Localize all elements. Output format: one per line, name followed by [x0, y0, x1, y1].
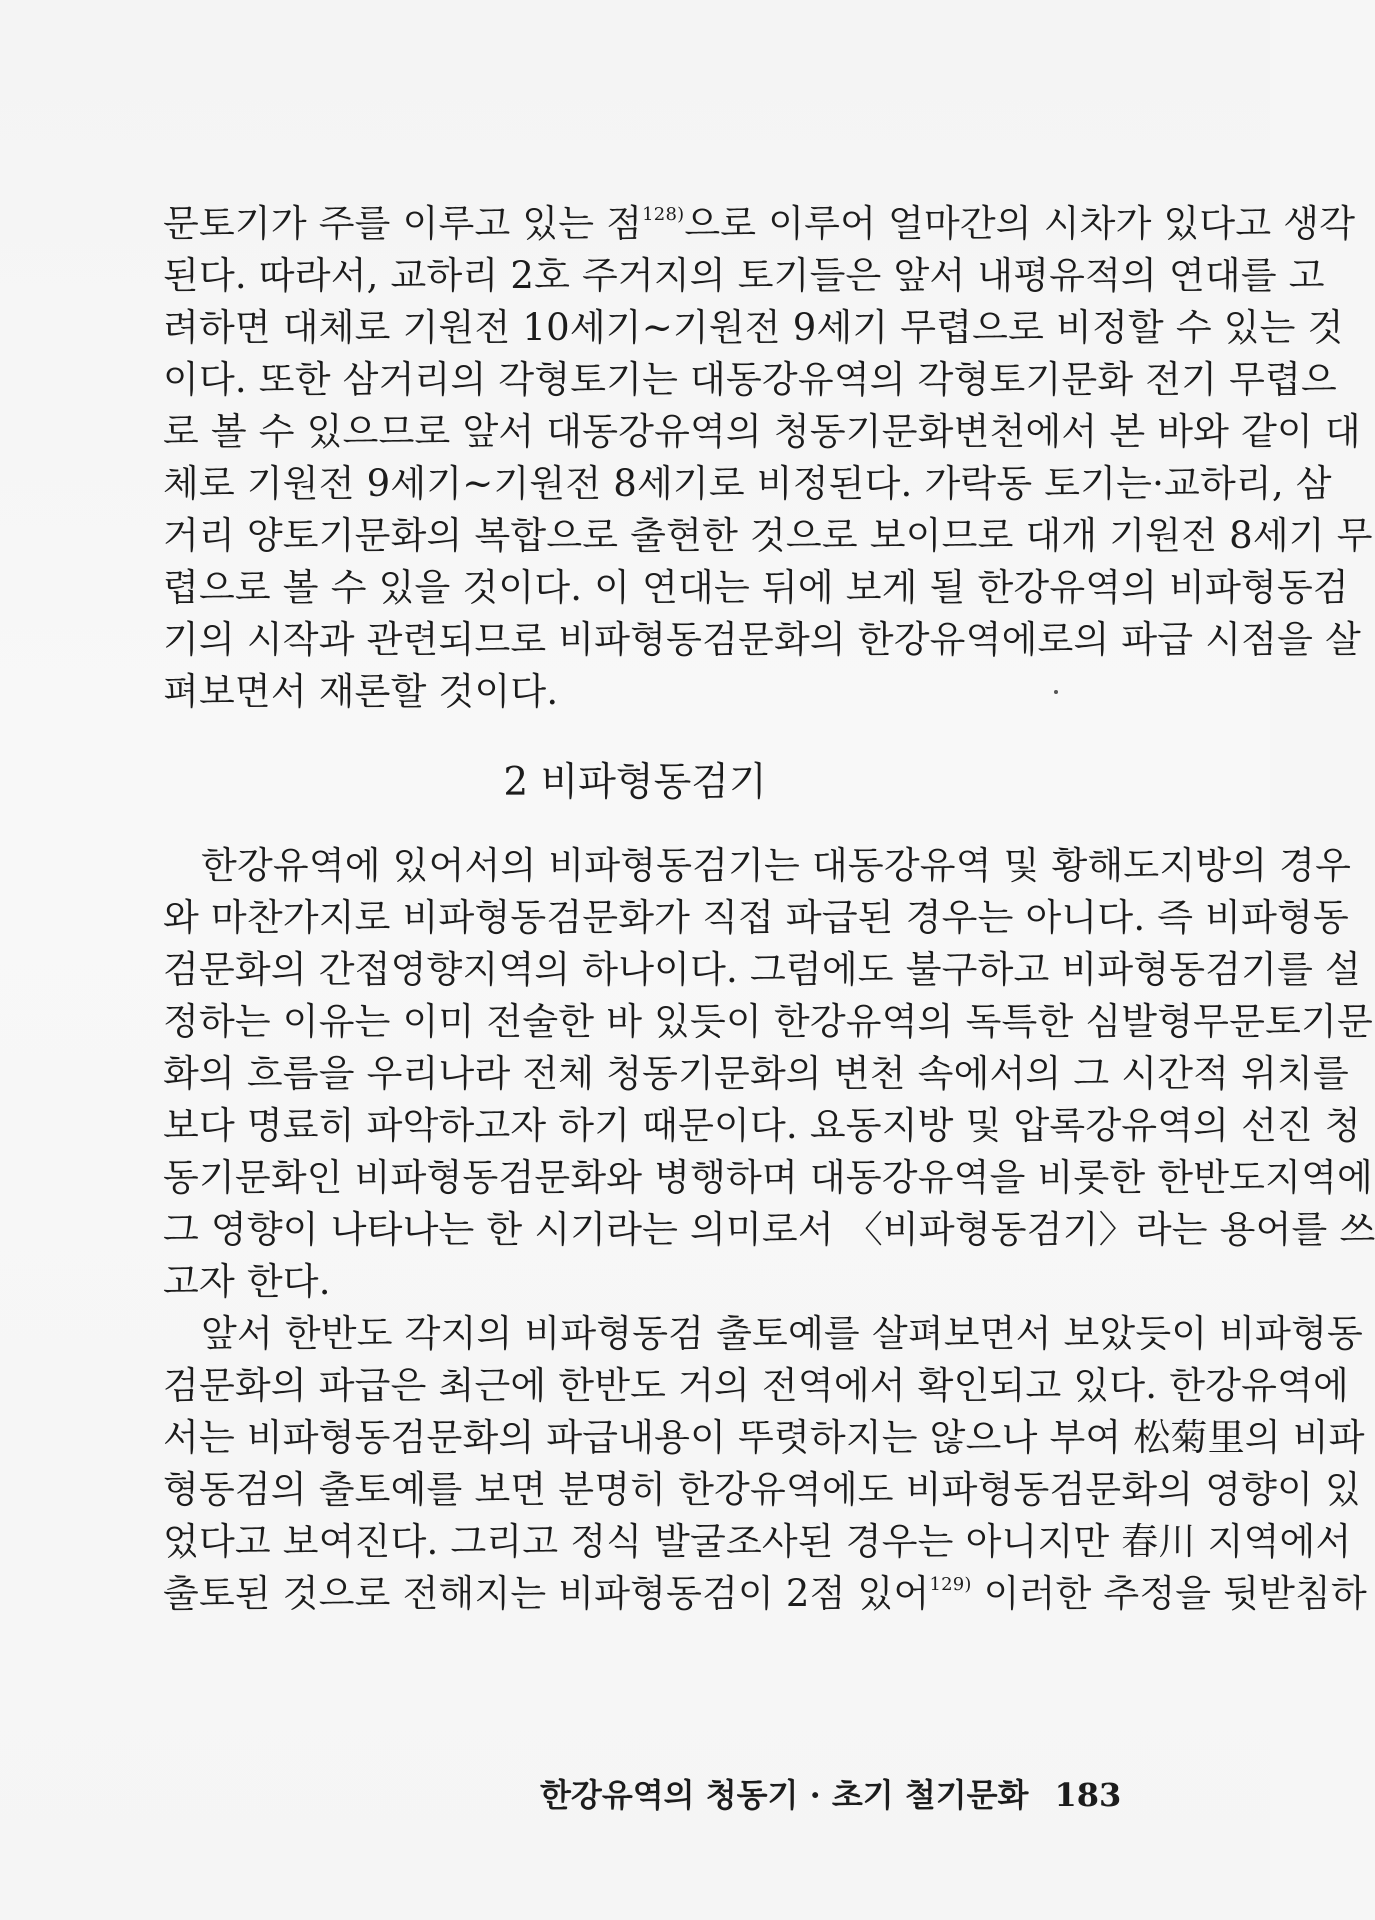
- body-line: 이다. 또한 삼거리의 각형토기는 대동강유역의 각형토기문화 전기 무렵으: [163, 358, 1337, 401]
- page-number: 183: [1054, 1776, 1122, 1814]
- footnote-ref-129: 129): [929, 1574, 972, 1595]
- body-line: 동기문화인 비파형동검문화와 병행하며 대동강유역을 비롯한 한반도지역에: [163, 1156, 1373, 1199]
- body-line: 그 영향이 나타나는 한 시기라는 의미로서 〈비파형동검기〉라는 용어를 쓰: [163, 1208, 1375, 1251]
- scan-speck: [1054, 690, 1058, 694]
- body-line: 형동검의 출토예를 보면 분명히 한강유역에도 비파형동검문화의 영향이 있: [163, 1468, 1361, 1511]
- section-heading: 2 비파형동검기: [503, 760, 767, 805]
- body-line: 고자 한다.: [163, 1260, 331, 1303]
- body-line: 검문화의 파급은 최근에 한반도 거의 전역에서 확인되고 있다. 한강유역에: [163, 1364, 1349, 1407]
- body-line: 정하는 이유는 이미 전술한 바 있듯이 한강유역의 독특한 심발형무문토기문: [163, 1000, 1373, 1043]
- body-line: 화의 흐름을 우리나라 전체 청동기문화의 변천 속에서의 그 시간적 위치를: [163, 1052, 1349, 1095]
- body-line: 기의 시작과 관련되므로 비파형동검문화의 한강유역에로의 파급 시점을 살: [163, 618, 1361, 661]
- body-line: 려하면 대체로 기원전 10세기~기원전 9세기 무렵으로 비정할 수 있는 것: [163, 306, 1344, 349]
- body-line: 검문화의 간접영향지역의 하나이다. 그럼에도 불구하고 비파형동검기를 설: [163, 948, 1361, 991]
- body-line: 한강유역에 있어서의 비파형동검기는 대동강유역 및 황해도지방의 경우: [201, 844, 1352, 887]
- running-title: 한강유역의 청동기 · 초기 철기문화: [540, 1776, 1029, 1814]
- page-footer: [540, 1773, 1121, 1817]
- body-line: 된다. 따라서, 교하리 2호 주거지의 토기들은 앞서 내평유적의 연대를 고: [163, 254, 1325, 297]
- body-line: 보다 명료히 파악하고자 하기 때문이다. 요동지방 및 압록강유역의 선진 청: [163, 1104, 1361, 1147]
- paragraph-2: [163, 840, 1375, 1308]
- body-line: 거리 양토기문화의 복합으로 출현한 것으로 보이므로 대개 기원전 8세기 무: [163, 514, 1373, 557]
- body-line: 펴보면서 재론할 것이다.: [163, 670, 559, 713]
- footnote-ref-128: 128): [642, 204, 685, 225]
- paragraph-3: [163, 1308, 1367, 1620]
- body-line: 출토된 것으로 전해지는 비파형동검이 2점 있어$^{129)}$ 이러한 추정을 뒷받침하: [163, 1572, 1367, 1615]
- body-line: 렵으로 볼 수 있을 것이다. 이 연대는 뒤에 보게 될 한강유역의 비파형동검: [163, 566, 1349, 609]
- paragraph-1: [163, 198, 1373, 718]
- body-line: 앞서 한반도 각지의 비파형동검 출토예를 살펴보면서 보았듯이 비파형동: [201, 1312, 1363, 1355]
- body-line: 와 마찬가지로 비파형동검문화가 직접 파급된 경우는 아니다. 즉 비파형동: [163, 896, 1349, 939]
- body-line: 로 볼 수 있으므로 앞서 대동강유역의 청동기문화변천에서 본 바와 같이 대: [163, 410, 1361, 453]
- body-line: 었다고 보여진다. 그리고 정식 발굴조사된 경우는 아니지만 春川 지역에서: [163, 1520, 1352, 1563]
- body-line: 서는 비파형동검문화의 파급내용이 뚜렷하지는 않으나 부여 松菊里의 비파: [163, 1416, 1365, 1459]
- body-line: 문토기가 주를 이루고 있는 점$^{128)}$으로 이루어 얼마간의 시차가 있다고 생각: [163, 202, 1356, 245]
- body-line: 체로 기원전 9세기~기원전 8세기로 비정된다. 가락동 토기는·교하리, 삼: [163, 462, 1332, 505]
